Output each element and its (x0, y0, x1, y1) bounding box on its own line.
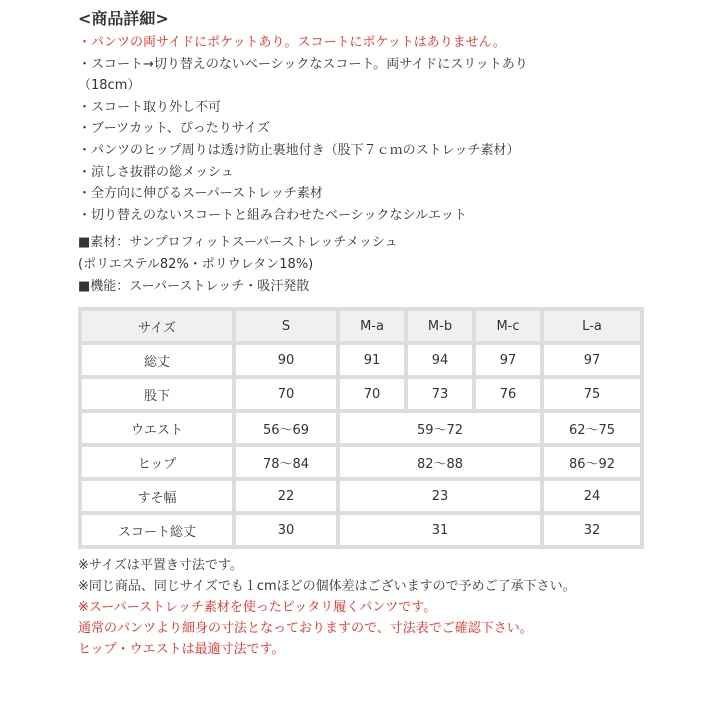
header-cell-s: S (236, 311, 336, 341)
table-cell: 78〜84 (236, 447, 336, 477)
table-cell: 32 (544, 515, 640, 545)
row-label: すそ幅 (82, 481, 232, 511)
table-row-waist (82, 413, 640, 443)
table-row-hip (82, 447, 640, 477)
feature-item-pockets: ・パンツの両サイドにポケットあり。スコートにポケットはありません。 (78, 35, 506, 50)
table-cell: 62〜75 (544, 413, 640, 443)
row-label: ウエスト (82, 413, 232, 443)
note-check-size-chart: 通常のパンツより細身の寸法となっておりますので、寸法表でご確認下さい。 (78, 621, 533, 637)
feature-item-bootcut: ・ブーツカット、ぴったりサイズ (78, 121, 270, 137)
note-optimal-measurements: ヒップ・ウエストは最適寸法です。 (78, 642, 285, 658)
feature-item-not-removable: ・スコート取り外し不可 (78, 99, 222, 115)
table-row-total-length (82, 345, 640, 375)
feature-item-skort: ・スコート→切り替えのないベーシックなスコート。両サイドにスリットあり (78, 56, 528, 72)
feature-item-stretch: ・全方向に伸びるスーパーストレッチ素材 (78, 186, 323, 202)
row-label: 股下 (82, 379, 232, 409)
table-cell: 76 (476, 379, 540, 409)
table-cell: 73 (408, 379, 472, 409)
feature-list (78, 32, 678, 226)
size-table (78, 307, 644, 549)
feature-item-mesh: ・涼しさ抜群の総メッシュ (78, 164, 234, 180)
row-label: 総丈 (82, 345, 232, 375)
table-row-inseam (82, 379, 640, 409)
row-label: スコート総丈 (82, 515, 232, 545)
table-cell: 22 (236, 481, 336, 511)
table-row-skort-length (82, 515, 640, 545)
header-cell-m-a: M-a (340, 311, 404, 341)
header-cell-size: サイズ (82, 311, 232, 341)
material-composition: (ポリエステル82%・ポリウレタン18%) (78, 256, 314, 272)
notes (78, 555, 678, 660)
table-cell: 59〜72 (340, 413, 540, 443)
table-cell: 97 (544, 345, 640, 375)
table-cell: 23 (340, 481, 540, 511)
feature-item-lining: ・パンツのヒップ周りは透け防止裏地付き（股下７ｃｍのストレッチ素材） (78, 142, 520, 158)
material-spec: ■素材：サンプロフィットスーパーストレッチメッシュ (78, 235, 398, 251)
table-cell: 24 (544, 481, 640, 511)
table-cell: 70 (236, 379, 336, 409)
product-details (78, 8, 678, 660)
table-header-row (82, 311, 640, 341)
spec-block (78, 232, 678, 297)
table-cell: 97 (476, 345, 540, 375)
table-cell: 82〜88 (340, 447, 540, 477)
table-cell: 91 (340, 345, 404, 375)
feature-item-silhouette: ・切り替えのないスコートと組み合わせたベーシックなシルエット (78, 207, 467, 223)
note-fitted-pants: ※スーパーストレッチ素材を使ったピッタリ履くパンツです。 (78, 600, 437, 616)
table-cell: 94 (408, 345, 472, 375)
table-cell: 75 (544, 379, 640, 409)
row-label: ヒップ (82, 447, 232, 477)
table-cell: 56〜69 (236, 413, 336, 443)
section-heading: <商品詳細> (78, 9, 169, 28)
note-flat-measurement: ※サイズは平置き寸法です。 (78, 558, 243, 574)
table-cell: 90 (236, 345, 336, 375)
note-individual-variance: ※同じ商品、同じサイズでも１cmほどの個体差はございますので予めご了承下さい。 (78, 579, 576, 595)
header-cell-l-a: L-a (544, 311, 640, 341)
table-cell: 31 (340, 515, 540, 545)
function-spec: ■機能：スーパーストレッチ・吸汗発散 (78, 278, 310, 294)
header-cell-m-c: M-c (476, 311, 540, 341)
header-cell-m-b: M-b (408, 311, 472, 341)
table-cell: 86〜92 (544, 447, 640, 477)
feature-item-slit-length: （18cm） (78, 78, 141, 94)
table-cell: 30 (236, 515, 336, 545)
table-cell: 70 (340, 379, 404, 409)
table-row-hem (82, 481, 640, 511)
